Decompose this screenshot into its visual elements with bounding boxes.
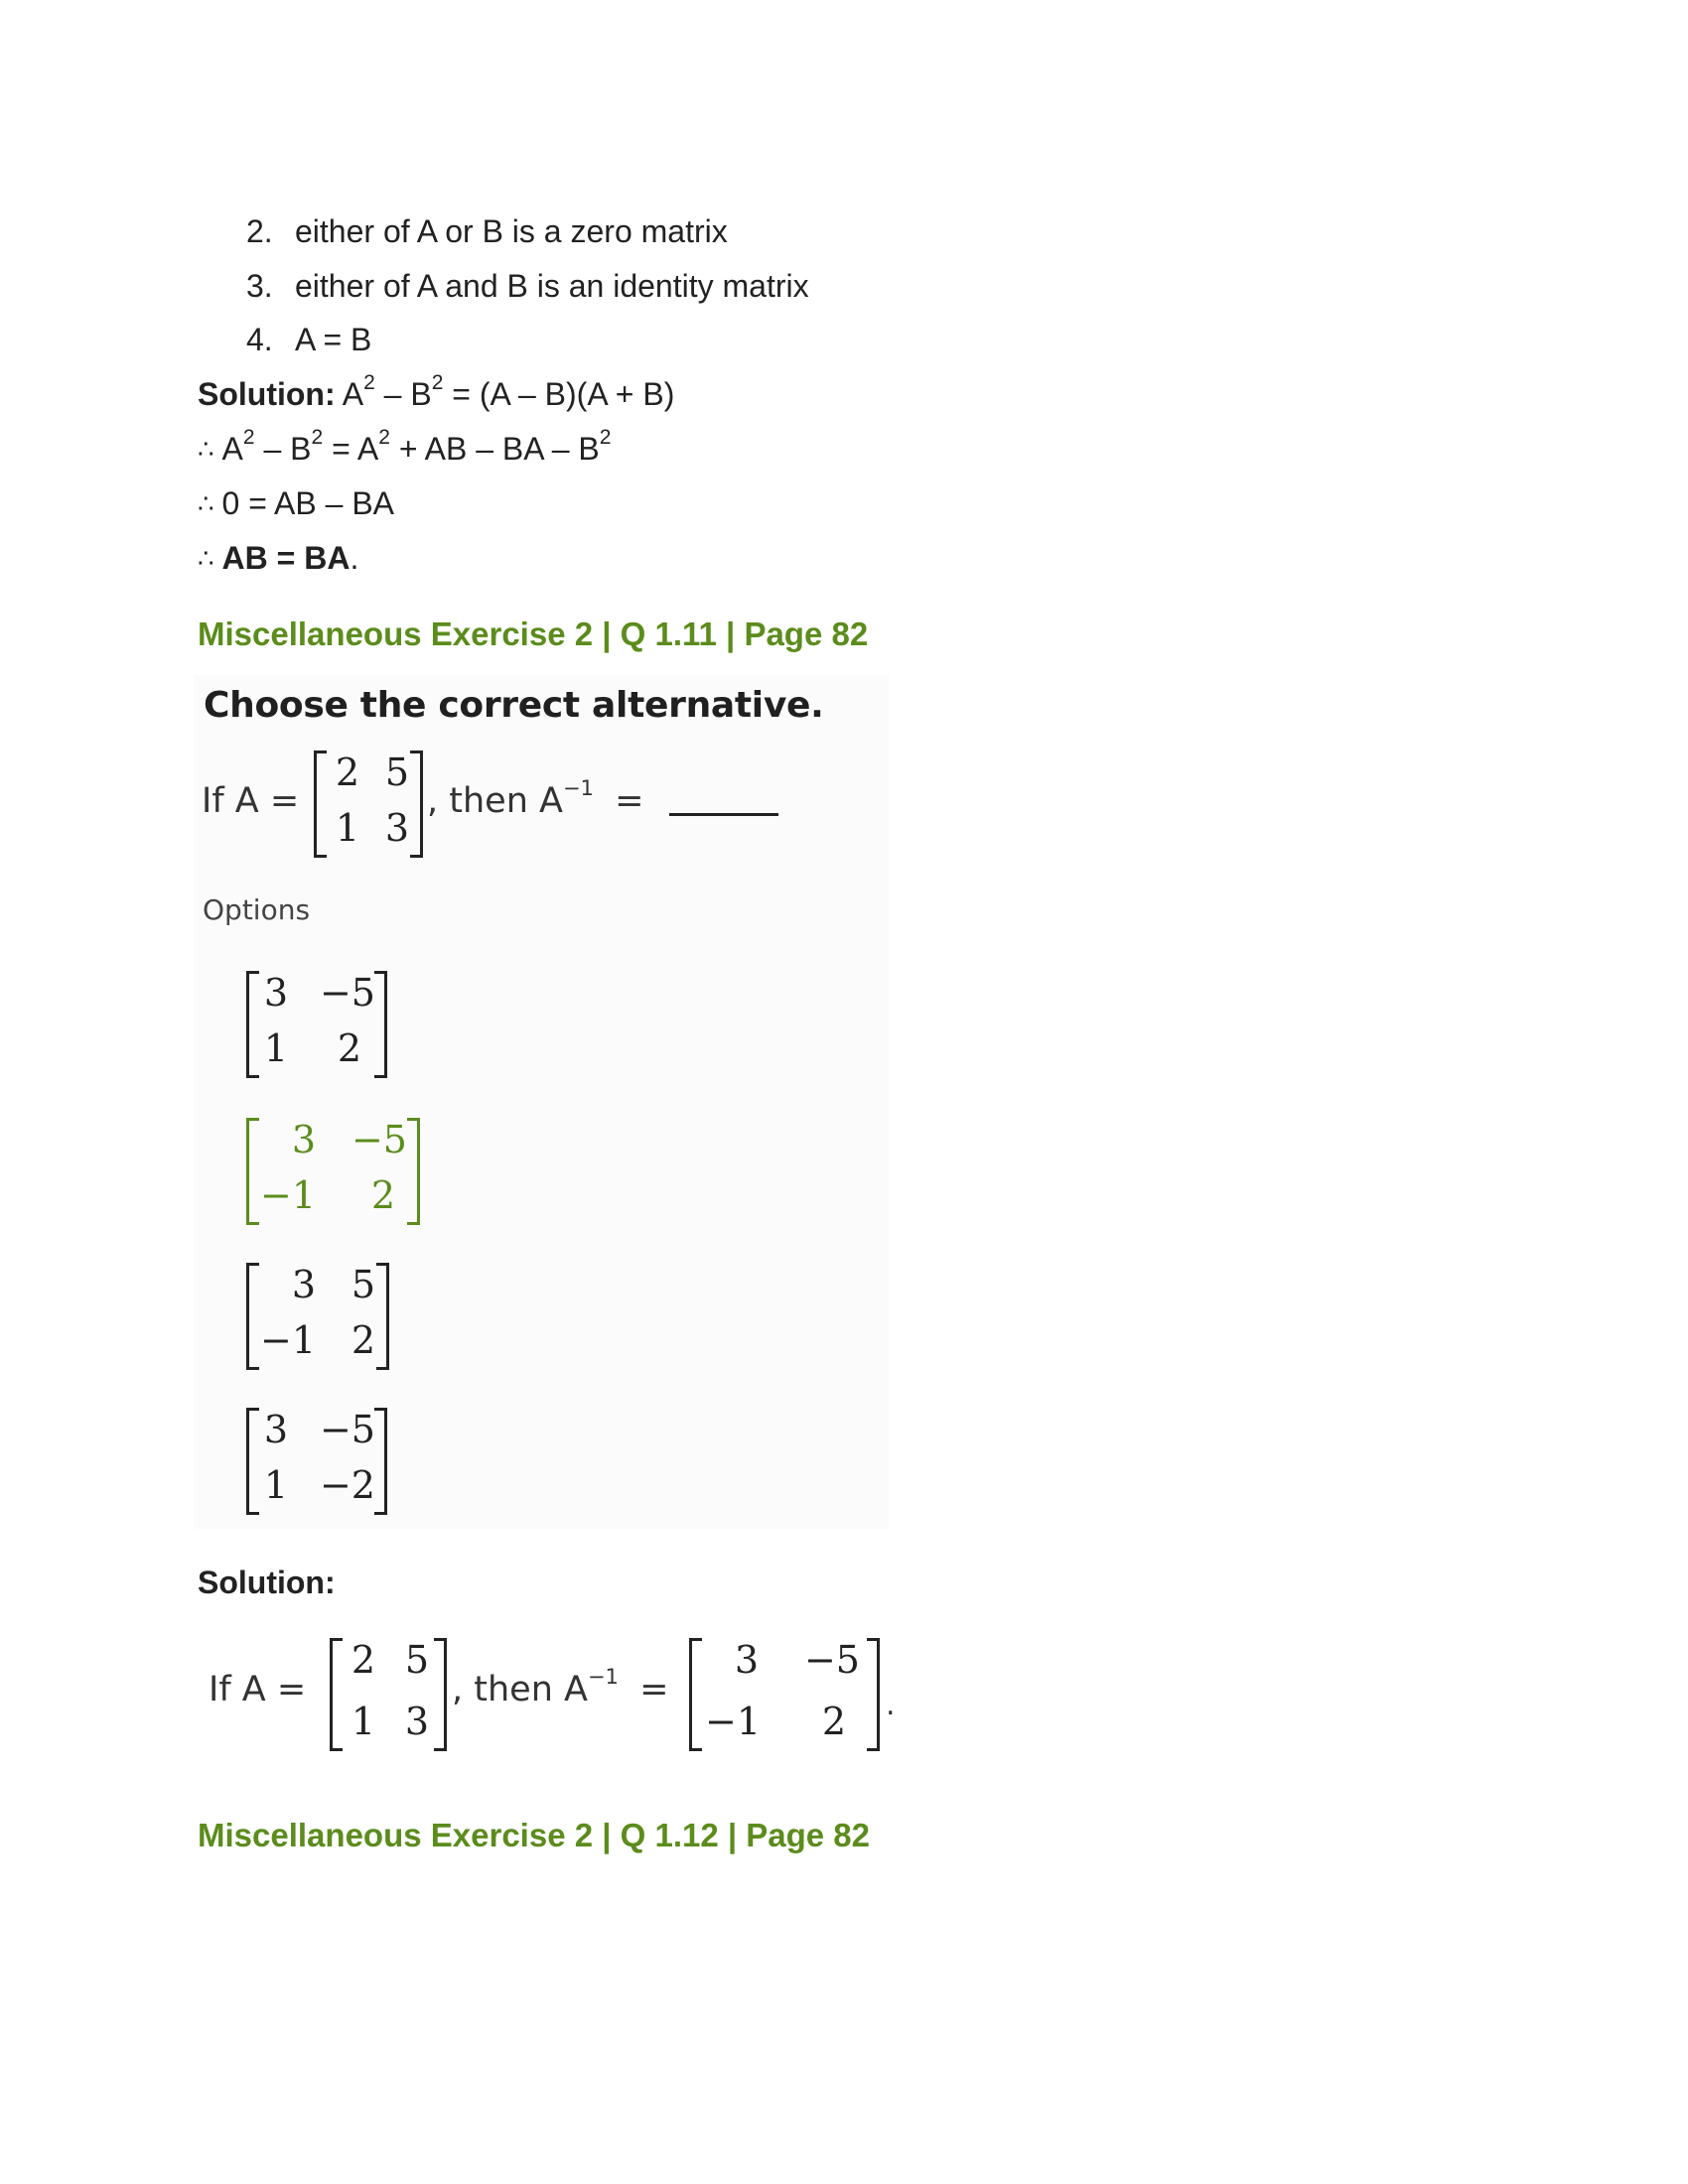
- matrix-cell: 2: [337, 1026, 361, 1070]
- conclusion-text: AB = BA: [221, 540, 351, 576]
- option-matrix-1[interactable]: [246, 971, 387, 1078]
- matrix-cell: 3: [291, 1118, 316, 1161]
- solution-matrix-inverse: [689, 1638, 880, 1751]
- matrix-cell: −5: [803, 1638, 860, 1682]
- matrix-cell: 3: [291, 1263, 316, 1306]
- section-heading-link[interactable]: Miscellaneous Exercise 2 | Q 1.11 | Page 82: [198, 615, 869, 652]
- matrix-cell: 2: [351, 1638, 375, 1682]
- equals-sign: =: [615, 781, 644, 821]
- therefore-symbol: ∴: [198, 543, 214, 573]
- inverse-superscript: −1: [587, 1665, 619, 1690]
- matrix-cell: 3: [384, 806, 409, 850]
- option-text: A = B: [295, 322, 372, 357]
- question-mid-text: , then A: [427, 781, 563, 821]
- option-matrix-3[interactable]: [246, 1263, 389, 1370]
- matrix-cell: 2: [335, 751, 359, 794]
- solution-label: Solution:: [198, 1565, 336, 1600]
- solution-matrix-a: [330, 1638, 447, 1751]
- matrix-cell: 3: [263, 971, 288, 1015]
- answer-blank: [669, 813, 778, 816]
- period: .: [350, 540, 359, 576]
- matrix-cell: −5: [319, 1408, 375, 1451]
- option-matrix-2-correct[interactable]: [246, 1118, 420, 1225]
- equation-text: 0 = AB – BA: [221, 485, 394, 521]
- matrix-a: [314, 751, 423, 858]
- equation-text: $A^2 - B^2 = A^2$ + AB – BA – $B^2$: [221, 426, 612, 467]
- matrix-cell: 5: [384, 751, 409, 794]
- option-number: 3.: [246, 268, 273, 304]
- solution-line-1: [198, 371, 675, 414]
- matrix-cell: 3: [404, 1700, 429, 1743]
- matrix-cell: −2: [319, 1463, 375, 1507]
- solution-line-2: [198, 426, 612, 471]
- solution-mid-text: , then A: [452, 1670, 588, 1709]
- matrix-cell: −1: [260, 1173, 317, 1217]
- option-text: either of A or B is a zero matrix: [295, 213, 728, 249]
- equation-text: $A^2 - B^2 = (A - B)(A + B)$: [342, 371, 675, 412]
- therefore-symbol: ∴: [198, 488, 214, 518]
- option-number: 2.: [246, 213, 273, 249]
- solution-line-4: [198, 538, 358, 580]
- options-label: Options: [203, 893, 311, 926]
- matrix-cell: 1: [263, 1026, 288, 1070]
- matrix-cell: −5: [351, 1118, 407, 1161]
- inverse-superscript: −1: [562, 776, 594, 801]
- matrix-cell: 3: [734, 1638, 759, 1682]
- option-number: 4.: [246, 322, 273, 357]
- matrix-cell: 5: [404, 1638, 429, 1682]
- matrix-cell: 3: [263, 1408, 288, 1451]
- solution-line-3: [198, 483, 394, 525]
- option-text: either of A and B is an identity matrix: [295, 268, 809, 304]
- matrix-cell: −1: [705, 1700, 762, 1743]
- equals-sign: =: [639, 1670, 669, 1709]
- matrix-cell: 1: [335, 806, 359, 850]
- therefore-symbol: ∴: [198, 434, 214, 464]
- solution-prefix: If A =: [209, 1670, 307, 1709]
- matrix-cell: 2: [351, 1318, 375, 1362]
- question-title: Choose the correct alternative.: [204, 685, 824, 726]
- solution-suffix: [452, 1665, 669, 1709]
- solution-label: Solution:: [198, 376, 336, 412]
- matrix-cell: 5: [351, 1263, 375, 1306]
- option-matrix-4[interactable]: [246, 1408, 387, 1515]
- period: .: [886, 1688, 896, 1722]
- matrix-cell: −1: [260, 1318, 317, 1362]
- matrix-cell: 1: [263, 1463, 288, 1507]
- matrix-cell: 2: [821, 1700, 846, 1743]
- matrix-cell: −5: [319, 971, 375, 1015]
- section-heading-link[interactable]: Miscellaneous Exercise 2 | Q 1.12 | Page 82: [198, 1817, 871, 1853]
- question-suffix: [427, 776, 778, 821]
- question-prefix: If A =: [202, 781, 300, 821]
- matrix-cell: 1: [351, 1700, 375, 1743]
- matrix-cell: 2: [370, 1173, 395, 1217]
